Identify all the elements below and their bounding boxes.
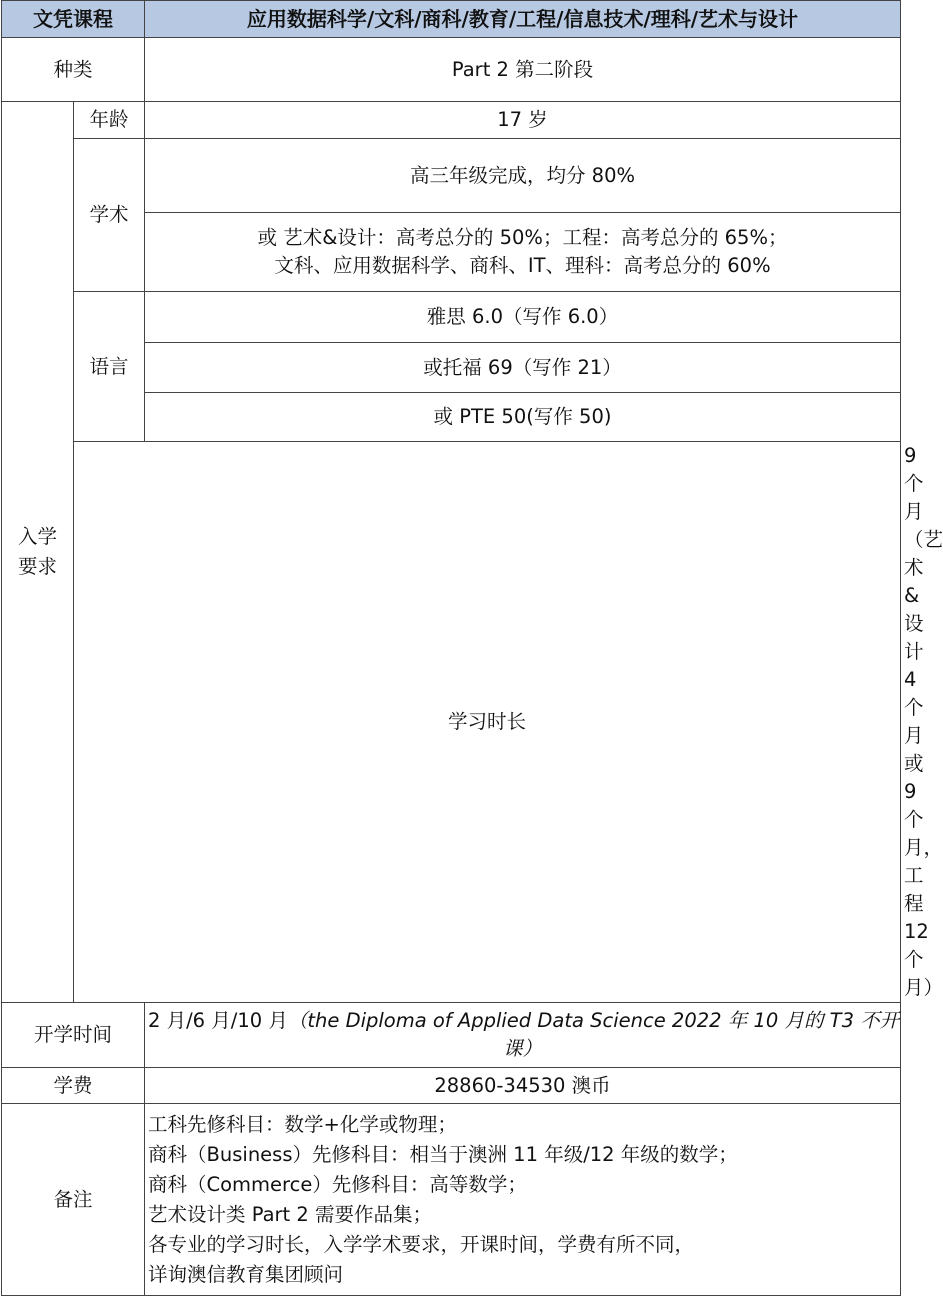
entry-requirements-text: 入学要求 xyxy=(17,525,57,578)
remarks-line: 商科（Business）先修科目：相当于澳洲 11 年级/12 年级的数学； xyxy=(148,1142,738,1166)
toefl-requirement: 或托福 69（写作 21） xyxy=(145,343,901,393)
entry-requirements-label xyxy=(2,102,74,1003)
type-label: 种类 xyxy=(2,38,145,102)
academic-requirement-2-line-2: 文科、应用数据科学、商科、IT、理科：高考总分的 60% xyxy=(274,254,771,277)
remarks-line: 商科（Commerce）先修科目：高等数学； xyxy=(148,1172,527,1196)
remarks-list xyxy=(145,1104,901,1296)
remarks-line: 详询澳信教育集团顾问 xyxy=(148,1262,344,1286)
type-value: Part 2 第二阶段 xyxy=(145,38,901,102)
academic-label: 学术 xyxy=(74,139,145,292)
remarks-line: 艺术设计类 Part 2 需要作品集； xyxy=(148,1202,432,1226)
intake-row xyxy=(2,1003,901,1068)
ielts-row xyxy=(2,292,901,343)
remarks-row xyxy=(2,1104,901,1296)
remarks-label: 备注 xyxy=(2,1104,145,1296)
header-value: 应用数据科学/文科/商科/教育/工程/信息技术/理科/艺术与设计 xyxy=(145,1,901,38)
ielts-requirement: 雅思 6.0（写作 6.0） xyxy=(145,292,901,343)
duration-label: 学习时长 xyxy=(74,442,901,1003)
type-row xyxy=(2,38,901,102)
language-label: 语言 xyxy=(74,292,145,442)
duration-row: 学习时长 9 个月（艺术&设计 4 个月或 9 个月，工程 12 个月） xyxy=(2,442,901,1003)
intake-note-line-2: 课） xyxy=(502,1037,542,1060)
intake-label: 开学时间 xyxy=(2,1003,145,1068)
academic-requirement-2-line-1: 或 艺术&设计：高考总分的 50%；工程：高考总分的 65%； xyxy=(257,226,788,249)
intake-note-line-1: （the Diploma of Applied Data Science 2022 年 10 月的 T3 不开 xyxy=(287,1009,900,1032)
age-label: 年龄 xyxy=(74,102,145,139)
fees-value: 28860-34530 澳币 xyxy=(145,1068,901,1104)
fees-label: 学费 xyxy=(2,1068,145,1104)
remarks-line: 各专业的学习时长，入学学术要求，开课时间，学费有所不同， xyxy=(148,1232,695,1256)
pte-requirement: 或 PTE 50(写作 50) xyxy=(145,393,901,442)
academic-requirement-2 xyxy=(145,213,901,292)
fees-row xyxy=(2,1068,901,1104)
diploma-course-table xyxy=(1,0,943,1296)
remarks-line: 工科先修科目：数学+化学或物理； xyxy=(148,1112,457,1136)
age-value: 17 岁 xyxy=(145,102,901,139)
header-row xyxy=(2,1,901,38)
academic-row-1 xyxy=(2,139,901,213)
intake-value xyxy=(145,1003,901,1068)
age-row xyxy=(2,102,901,139)
header-label: 文凭课程 xyxy=(2,1,145,38)
intake-months: 2 月/6 月/10 月 xyxy=(148,1009,288,1032)
academic-requirement-1: 高三年级完成，均分 80% xyxy=(145,139,901,213)
